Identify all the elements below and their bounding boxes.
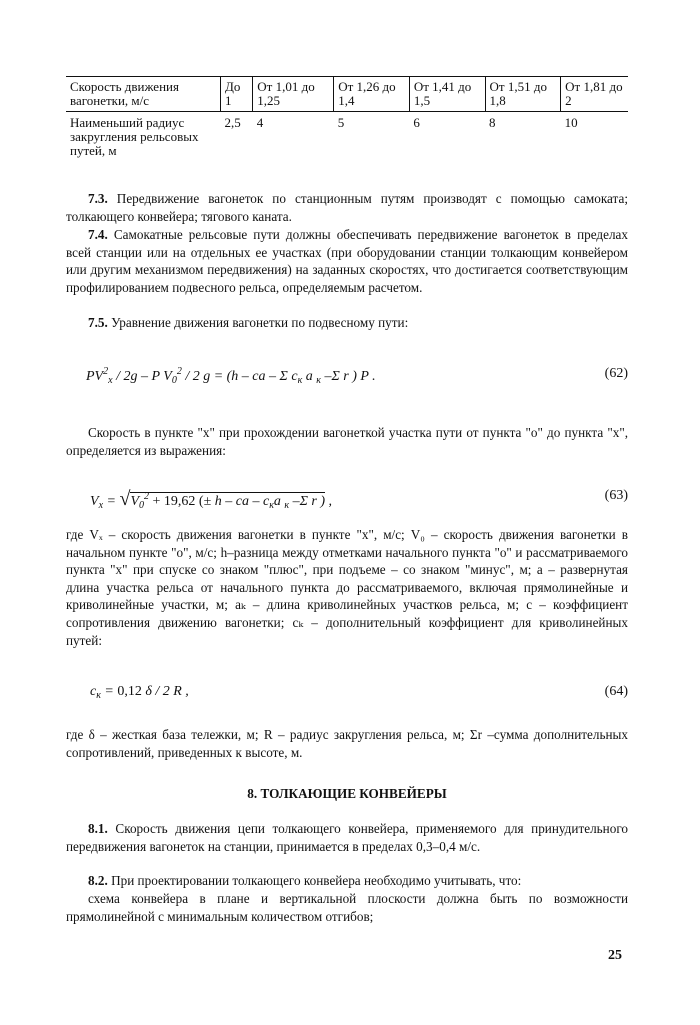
- paragraph-text: Самокатные рельсовые пути должны обеспечивать передвижение вагонеток в пределах всей станции или на отдельных ее участках (при оборудовании станции толкающим конвейером или другим механизмом передвижения) на заданных скоростях, что достигается соответствующим профилированием подвесного рельса, определяемым расчетом.: [66, 227, 628, 295]
- paragraph-8-1: [66, 820, 628, 855]
- speed-intro-paragraph: Скорость в пункте "х" при прохождении вагонеткой участка пути от пункта "о" до пункта "х", определяется из выражения:: [66, 425, 628, 458]
- table-cell: 2,5: [224, 115, 241, 130]
- paragraph-number: 7.3.: [88, 191, 108, 206]
- paragraph-7-3: [66, 190, 628, 225]
- variables-explanation: где Vₓ – скорость движения вагонетки в пункте "х", м/с; V₀ – скорость движения вагонетки в начальном пункте "о", м/с; h–разница между отметками начального пункта "о" и рассматриваемого пункта "х" при спуске со знаком "плюс", при подъеме – со знаком "минус", м; a – развернутая длина участка рельса от начального пункта до рассматриваемого, включая прямолинейные и криволинейные участки, м; aₖ – длина криволинейных участков рельса, м; с – коэффициент сопротивления движению вагонетки; сₖ – дополнительный коэффициент для криволинейных путей:: [66, 527, 628, 648]
- formula-expression: $V_x = √V_0^2 + 19,62$ (± h – ca – $c_кa$ $_к$ –Σ r ) ,: [90, 488, 333, 511]
- paragraph-number: 8.2.: [88, 873, 108, 888]
- paragraph-number: 7.5.: [88, 315, 108, 330]
- table-header-cell: До 1: [221, 77, 253, 112]
- table-cell: Наименьший радиус закругления рельсовых путей, м: [70, 115, 199, 158]
- table-cell: 8: [489, 115, 496, 130]
- table-header-cell: От 1,51 до 1,8: [485, 77, 561, 112]
- paragraph-text: Передвижение вагонеток по станционным путям производят с помощью самоката; толкающего конвейера; тягового каната.: [66, 191, 628, 224]
- paragraph-text: Скорость движения цепи толкающего конвейера, применяемого для принудительного передвижения вагонеток на станции, принимается в пределах 0,3–0,4 м/с.: [66, 821, 628, 854]
- paragraph-8-2-item: схема конвейера в плане и вертикальной плоскости должна быть по возможности прямолинейной с минимальным количеством отгибов;: [66, 891, 628, 924]
- radius-table: [66, 76, 628, 161]
- formula-number: (62): [604, 366, 628, 381]
- table-cell: 4: [256, 115, 264, 130]
- variables-explanation-2: где δ – жесткая база тележки, м; R – радиус закругления рельса, м; Σr –сумма дополнительных сопротивлений, приведенных к высоте, м.: [66, 727, 628, 760]
- paragraph-8-2: [66, 872, 628, 890]
- page-number: 25: [608, 948, 622, 963]
- formula-expression: $PV^2_x / 2g$ – P $V_0^2 / 2$ g = (h – ca – Σ $c_к$ a $_к$ –Σ r ) P .: [86, 366, 376, 386]
- paragraph-number: 8.1.: [88, 821, 108, 836]
- table-header-cell: Скорость движения вагонетки, м/с: [66, 77, 221, 112]
- formula-number: (64): [604, 684, 628, 699]
- table-header-cell: От 1,81 до 2: [561, 77, 628, 112]
- table-header-cell: От 1,41 до 1,5: [409, 77, 485, 112]
- paragraph-text: Уравнение движения вагонетки по подвесному пути:: [107, 315, 409, 330]
- paragraph-text: При проектировании толкающего конвейера необходимо учитывать, что:: [107, 873, 522, 888]
- table-header-cell: От 1,26 до 1,4: [334, 77, 410, 112]
- table-cell: 6: [413, 115, 420, 130]
- section-heading: 8. ТОЛКАЮЩИЕ КОНВЕЙЕРЫ: [247, 786, 447, 801]
- table-cell: 10: [564, 115, 578, 130]
- table-header-cell: От 1,01 до 1,25: [253, 77, 334, 112]
- table-row: [66, 112, 628, 162]
- paragraph-7-5: [66, 314, 628, 332]
- paragraph-number: 7.4.: [88, 227, 108, 242]
- table-header-row: [66, 77, 628, 112]
- formula-number: (63): [604, 488, 628, 503]
- paragraph-7-4: [66, 226, 628, 296]
- formula-expression: $c_к = 0,12$ δ / 2 R ,: [90, 684, 189, 701]
- table-cell: 5: [337, 115, 345, 130]
